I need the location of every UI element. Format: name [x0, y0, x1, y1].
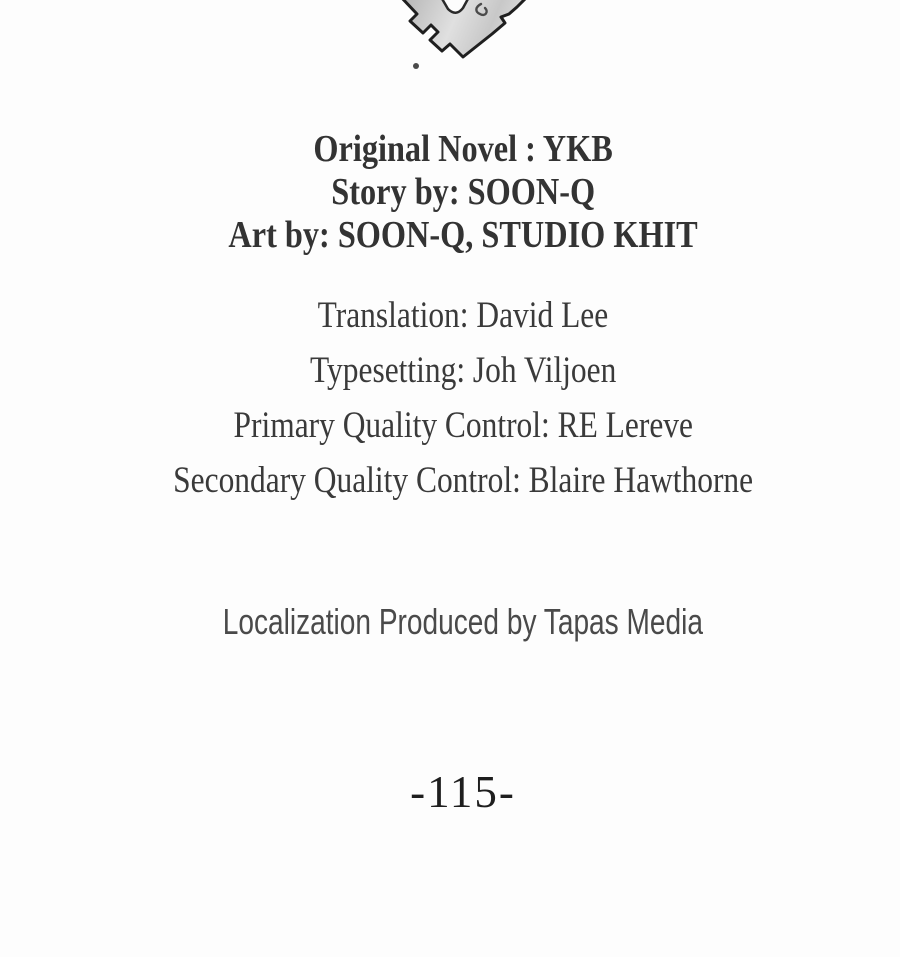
credit-line-story-by — [26, 171, 900, 214]
page-number-row — [26, 767, 900, 817]
razor-blade-icon — [385, 0, 545, 75]
credit-line-primary-qc — [26, 398, 900, 453]
credit-line-art-by-text: Art by: SOON-Q, STUDIO KHIT — [228, 214, 698, 256]
credit-line-primary-qc-text: Primary Quality Control: RE Lereve — [233, 405, 693, 446]
producer-line — [0, 600, 900, 644]
credit-line-translation — [26, 288, 900, 343]
credit-line-story-by-text: Story by: SOON-Q — [331, 171, 595, 213]
producer-line-text: Localization Produced by Tapas Media — [222, 601, 704, 642]
credit-line-typesetting — [26, 343, 900, 398]
page-number — [0, 767, 900, 817]
credit-line-translation-text: Translation: David Lee — [317, 295, 609, 336]
credit-line-secondary-qc-text: Secondary Quality Control: Blaire Hawthorne — [173, 460, 753, 501]
credit-line-secondary-qc — [26, 453, 900, 508]
localization-credits-block — [0, 288, 900, 508]
credit-line-original-novel — [26, 128, 900, 171]
credits-primary-block — [0, 128, 900, 257]
credit-line-typesetting-text: Typesetting: Joh Viljoen — [309, 350, 617, 391]
credit-line-original-novel-text: Original Novel : YKB — [313, 128, 613, 170]
credit-line-art-by — [26, 214, 900, 257]
producer-line-row — [26, 600, 900, 644]
page-number-text: -115- — [410, 767, 516, 817]
